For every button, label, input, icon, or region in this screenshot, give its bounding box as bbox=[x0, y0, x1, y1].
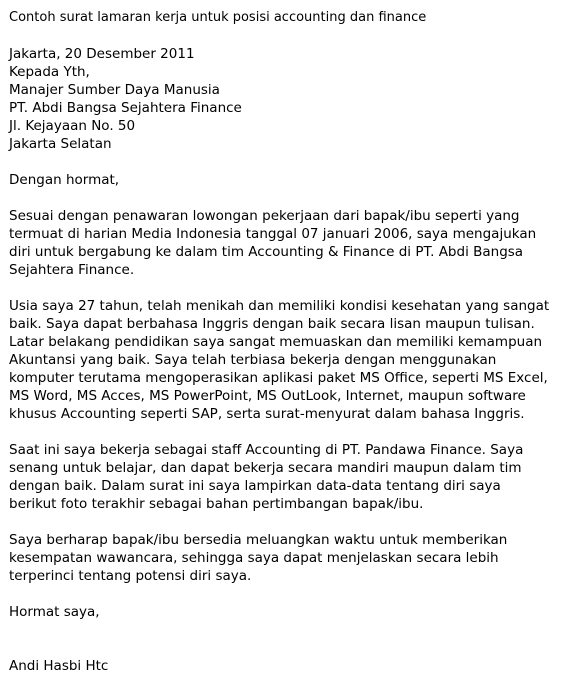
closing bbox=[9, 603, 557, 621]
paragraph-line: senang untuk belajar, dan dapat bekerja secara mandiri maupun dalam tim bbox=[9, 460, 522, 476]
paragraph-line: terperinci tentang potensi diri saya. bbox=[9, 568, 252, 584]
closing-text: Hormat saya, bbox=[9, 604, 100, 620]
paragraph-line: komputer terutama mengoperasikan aplikasi paket MS Office, seperti MS Excel, bbox=[9, 370, 548, 386]
paragraph-line: MS Word, MS Acces, MS PowerPoint, MS OutLook, Internet, maupun software bbox=[9, 388, 526, 404]
paragraph-line: khusus Accounting seperti SAP, serta surat-menyurat dalam bahasa Inggris. bbox=[9, 406, 525, 422]
paragraph-line: Saat ini saya bekerja sebagai staff Accounting di PT. Pandawa Finance. Saya bbox=[9, 442, 524, 458]
letter-header bbox=[9, 45, 557, 153]
paragraph-line: Saya berharap bapak/ibu bersedia meluangkan waktu untuk memberikan bbox=[9, 532, 508, 548]
paragraph-line: Akuntansi yang baik. Saya telah terbiasa bekerja dengan menggunakan bbox=[9, 352, 497, 368]
spacer bbox=[9, 279, 557, 297]
signature-space bbox=[9, 621, 557, 657]
paragraph-line: kesempatan wawancara, sehingga saya dapat menjelaskan secara lebih bbox=[9, 550, 499, 566]
paragraph-line: baik. Saya dapat berbahasa Inggris dengan baik secara lisan maupun tulisan. bbox=[9, 316, 535, 332]
recipient-line: Jakarta Selatan bbox=[9, 136, 112, 152]
recipient-line: Manajer Sumber Daya Manusia bbox=[9, 82, 220, 98]
paragraph-qualifications bbox=[9, 297, 557, 423]
salutation bbox=[9, 171, 557, 189]
letter-document bbox=[9, 9, 557, 675]
spacer bbox=[9, 153, 557, 171]
signature-name: Andi Hasbi Htc bbox=[9, 658, 109, 674]
paragraph-line: Sejahtera Finance. bbox=[9, 262, 135, 278]
paragraph-line: berikut foto terakhir sebagai bahan pertimbangan bapak/ibu. bbox=[9, 496, 424, 512]
spacer bbox=[9, 585, 557, 603]
paragraph-line: Latar belakang pendidikan saya sangat memuaskan dan memiliki kemampuan bbox=[9, 334, 543, 350]
paragraph-line: Usia saya 27 tahun, telah menikah dan memiliki kondisi kesehatan yang sangat bbox=[9, 298, 550, 314]
recipient-line: PT. Abdi Bangsa Sejahtera Finance bbox=[9, 100, 242, 116]
salutation-text: Dengan hormat, bbox=[9, 172, 120, 188]
paragraph-line: diri untuk bergabung ke dalam tim Accounting & Finance di PT. Abdi Bangsa bbox=[9, 244, 524, 260]
paragraph-intro bbox=[9, 207, 557, 279]
paragraph-current-job bbox=[9, 441, 557, 513]
recipient-line: Kepada Yth, bbox=[9, 64, 90, 80]
date-line: Jakarta, 20 Desember 2011 bbox=[9, 46, 195, 62]
paragraph-line: dengan baik. Dalam surat ini saya lampirkan data-data tentang diri saya bbox=[9, 478, 501, 494]
paragraph-line: Sesuai dengan penawaran lowongan pekerjaan dari bapak/ibu seperti yang bbox=[9, 208, 520, 224]
paragraph-closing bbox=[9, 531, 557, 585]
signature bbox=[9, 657, 557, 675]
paragraph-line: termuat di harian Media Indonesia tanggal 07 januari 2006, saya mengajukan bbox=[9, 226, 537, 242]
document-title: Contoh surat lamaran kerja untuk posisi accounting dan finance bbox=[9, 10, 427, 25]
spacer bbox=[9, 423, 557, 441]
spacer bbox=[9, 513, 557, 531]
recipient-line: Jl. Kejayaan No. 50 bbox=[9, 118, 136, 134]
spacer bbox=[9, 27, 557, 45]
spacer bbox=[9, 189, 557, 207]
